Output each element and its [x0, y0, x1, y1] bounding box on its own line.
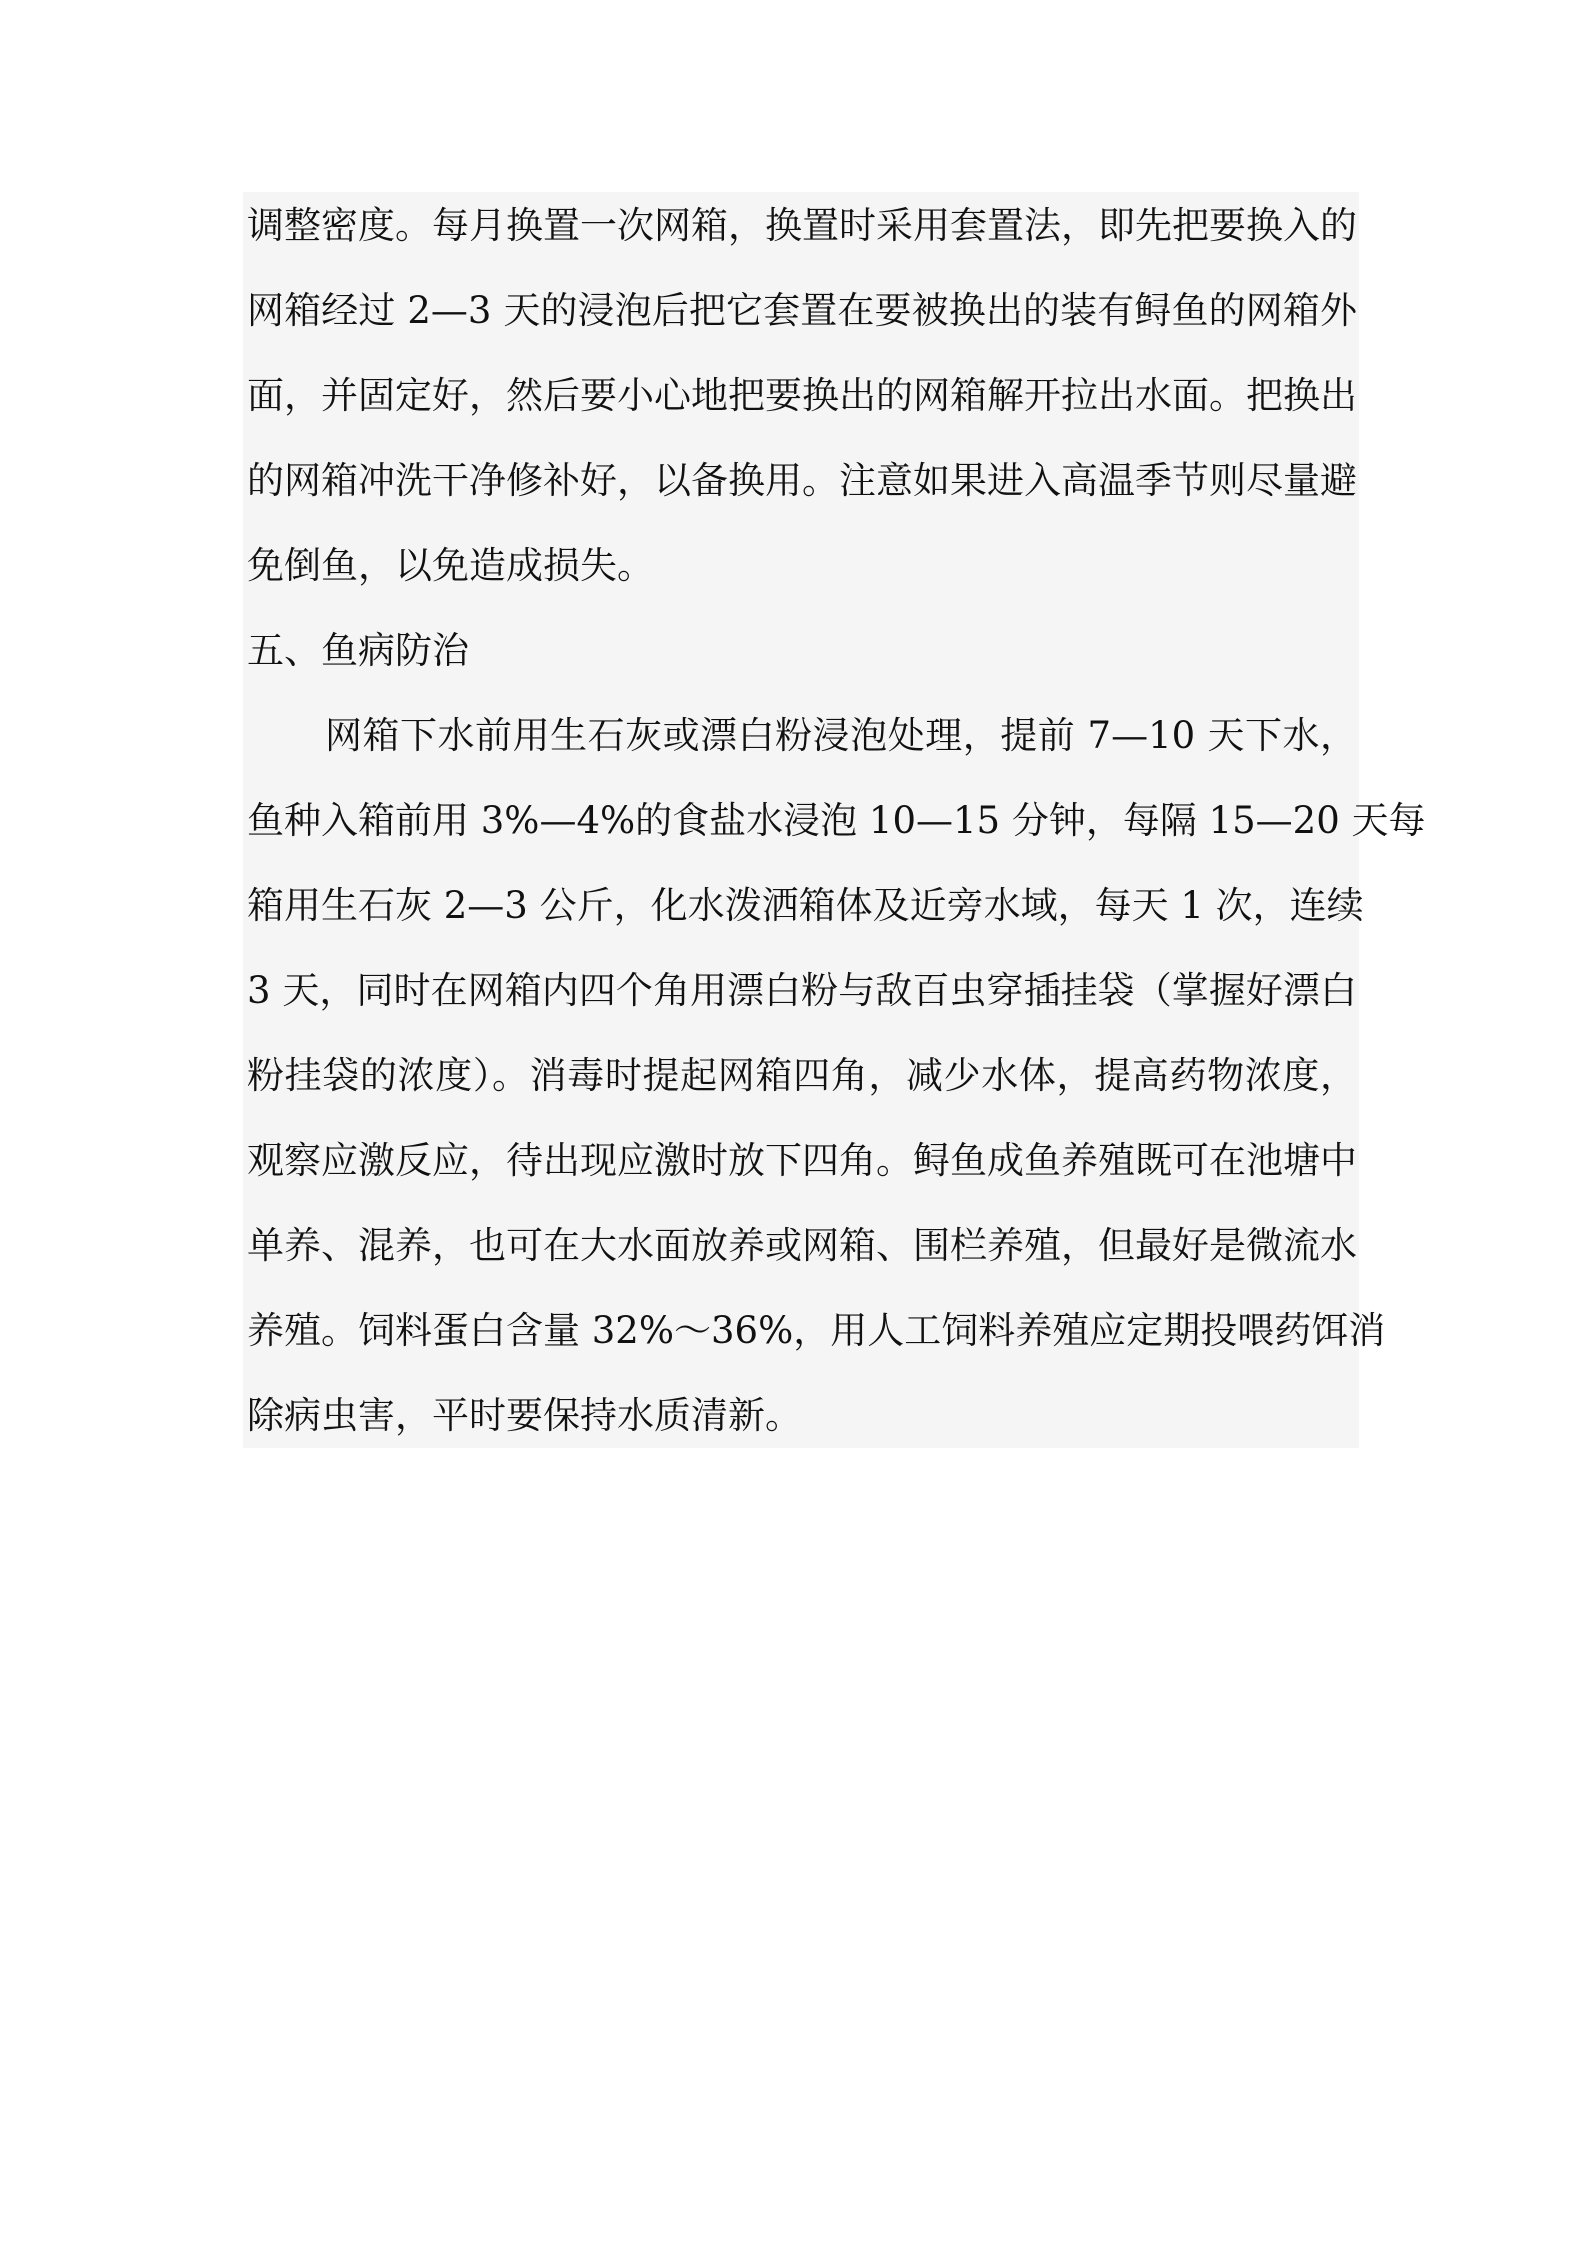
- paragraph-line: 除病虫害，平时要保持水质清新。: [247, 1394, 802, 1437]
- paragraph-line: 单养、混养，也可在大水面放养或网箱、围栏养殖，但最好是微流水: [247, 1224, 1357, 1267]
- section-heading: 五、鱼病防治: [247, 629, 469, 672]
- paragraph-line: 3 天，同时在网箱内四个角用漂白粉与敌百虫穿插挂袋（掌握好漂白: [247, 969, 1357, 1012]
- paragraph-line: 网箱经过 2—3 天的浸泡后把它套置在要被换出的装有鲟鱼的网箱外: [247, 289, 1357, 332]
- paragraph-line: 箱用生石灰 2—3 公斤，化水泼洒箱体及近旁水域，每天 1 次，连续: [247, 884, 1364, 927]
- paragraph-line: 粉挂袋的浓度）。消毒时提起网箱四角，减少水体，提高药物浓度，: [247, 1054, 1357, 1097]
- body-text-block: [243, 192, 1426, 1448]
- paragraph-line: 网箱下水前用生石灰或漂白粉浸泡处理，提前 7—10 天下水，: [325, 714, 1357, 757]
- paragraph-line: 免倒鱼，以免造成损失。: [247, 544, 654, 587]
- paragraph-line: 观察应激反应，待出现应激时放下四角。鲟鱼成鱼养殖既可在池塘中: [247, 1139, 1357, 1182]
- paragraph-line: 调整密度。每月换置一次网箱，换置时采用套置法，即先把要换入的: [247, 204, 1357, 247]
- paragraph-line: 的网箱冲洗干净修补好，以备换用。注意如果进入高温季节则尽量避: [247, 459, 1357, 502]
- paragraph-line: 养殖。饲料蛋白含量 32%～36%，用人工饲料养殖应定期投喂药饵消: [247, 1309, 1386, 1352]
- paragraph-line: 鱼种入箱前用 3%—4%的食盐水浸泡 10—15 分钟，每隔 15—20 天每: [247, 799, 1426, 842]
- paragraph-line: 面，并固定好，然后要小心地把要换出的网箱解开拉出水面。把换出: [247, 374, 1357, 417]
